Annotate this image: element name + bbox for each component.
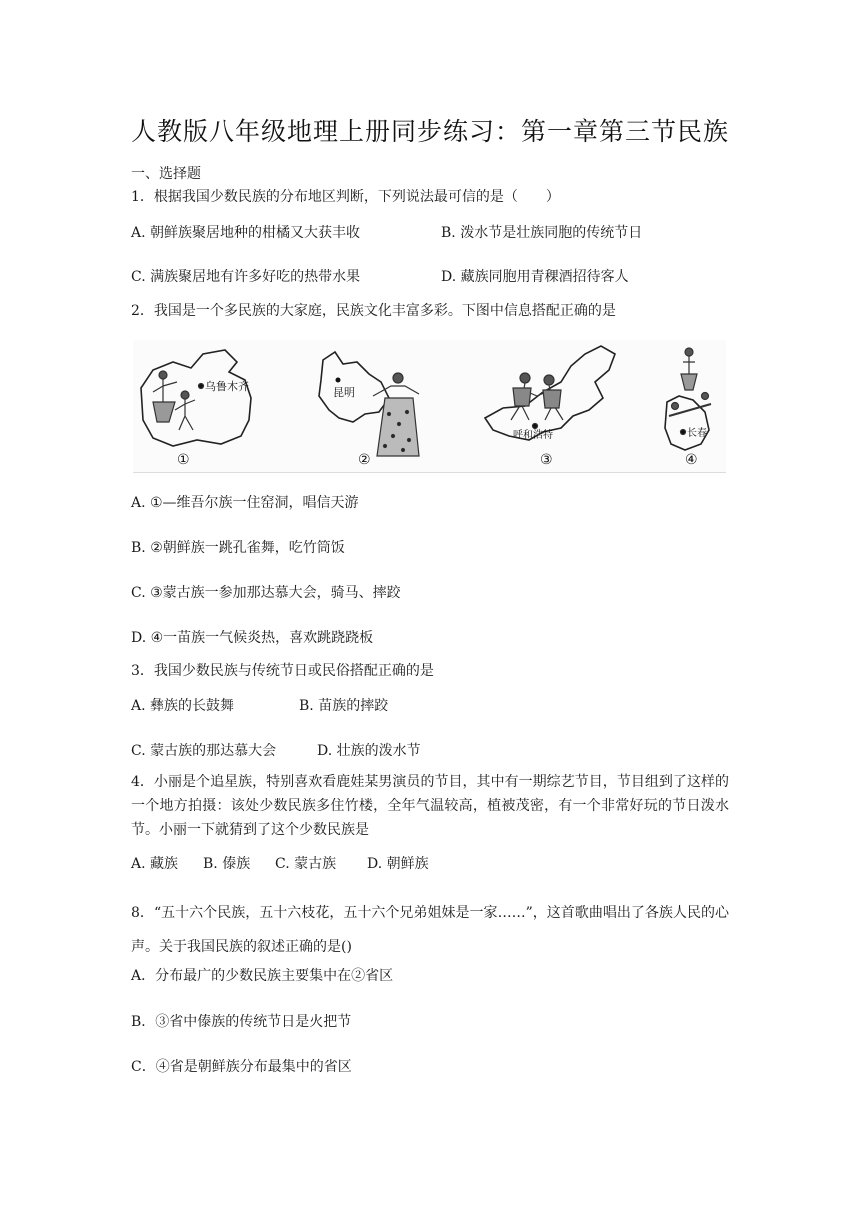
q1-options-row-2 — [131, 267, 629, 287]
map-label-changchun: 长春 — [687, 428, 707, 439]
q8-option-a: A．分布最广的少数民族主要集中在②省区 — [131, 968, 394, 984]
q2-stem: 2．我国是一个多民族的大家庭，民族文化丰富多彩。下图中信息搭配正确的是 — [131, 303, 616, 319]
q3-options-row-2 — [131, 741, 421, 761]
q4-stem: 4．小丽是个追星族，特别喜欢看鹿娃某男演员的节目，其中有一期综艺节目，节目组到了这样的一个地方拍摄：该处少数民族多住竹楼，全年气温较高，植被茂密，有一个非常好玩的节日泼水节。小丽一下就猜到了这个少数民族是 — [131, 774, 729, 838]
q1-option-a: A. 朝鲜族聚居地种的柑橘又大获丰收 — [131, 225, 361, 241]
q4-option-a: A. 藏族 — [131, 856, 179, 872]
q1-option-b: B. 泼水节是壮族同胞的传统节日 — [441, 225, 643, 241]
q3-option-d: D. 壮族的泼水节 — [317, 743, 421, 759]
q8-option-b: B．③省中傣族的传统节日是火把节 — [131, 1014, 352, 1030]
q3-stem: 3．我国少数民族与传统节日或民俗搭配正确的是 — [131, 663, 434, 679]
q8-option-c: C．④省是朝鲜族分布最集中的省区 — [131, 1059, 352, 1075]
map-number-2: ② — [358, 452, 371, 468]
map-2-peacock-dancer — [373, 373, 419, 456]
section-heading: 一、选择题 — [131, 166, 201, 182]
q2-option-b: B. ②朝鲜族一跳孔雀舞，吃竹筒饭 — [131, 540, 345, 556]
q1-options-row-1 — [131, 223, 643, 243]
map-number-4: ④ — [685, 452, 698, 468]
map-label-hohhot: 呼和浩特 — [513, 430, 553, 441]
map-number-3: ③ — [540, 452, 553, 468]
q1-option-c: C. 满族聚居地有许多好吃的热带水果 — [131, 269, 361, 285]
q1-option-d: D. 藏族同胞用青稞酒招待客人 — [441, 269, 629, 285]
map-label-kunming: 昆明 — [333, 386, 355, 399]
kunming-dot — [336, 378, 341, 383]
q1-stem: 1．根据我国少数民族的分布地区判断，下列说法最可信的是（ ） — [131, 189, 560, 205]
q8-stem: 8．“五十六个民族，五十六枝花，五十六个兄弟姐妹是一家……”，这首歌曲唱出了各族人民的心声。关于我国民族的叙述正确的是() — [131, 905, 729, 955]
map-number-1: ① — [177, 452, 190, 468]
map-1-figures — [153, 371, 204, 430]
map-4-seesaw-figures — [669, 348, 711, 435]
q3-option-b: B. 苗族的摔跤 — [299, 698, 389, 714]
q3-options-row-1 — [131, 696, 389, 716]
map-1-xinjiang — [141, 350, 251, 446]
q4-options-row — [131, 854, 429, 874]
q2-option-d: D. ④一苗族一气候炎热，喜欢跳跷跷板 — [131, 630, 374, 646]
q3-option-c: C. 蒙古族的那达慕大会 — [131, 743, 277, 759]
q4-option-b: B. 傣族 — [203, 856, 251, 872]
q4-option-c: C. 蒙古族 — [275, 856, 337, 872]
q3-option-a: A. 彝族的长鼓舞 — [131, 698, 235, 714]
document-title: 人教版八年级地理上册同步练习：第一章第三节民族 — [130, 117, 729, 146]
map-label-urumqi: 乌鲁木齐 — [205, 380, 249, 393]
q4-option-d: D. 朝鲜族 — [367, 856, 429, 872]
q2-option-c: C. ③蒙古族一参加那达慕大会，骑马、摔跤 — [131, 585, 401, 601]
ethnic-regions-figure — [133, 340, 726, 473]
map-3-wrestlers — [511, 373, 563, 429]
q2-option-a: A. ①—维吾尔族一住窑洞，唱信天游 — [131, 495, 359, 511]
